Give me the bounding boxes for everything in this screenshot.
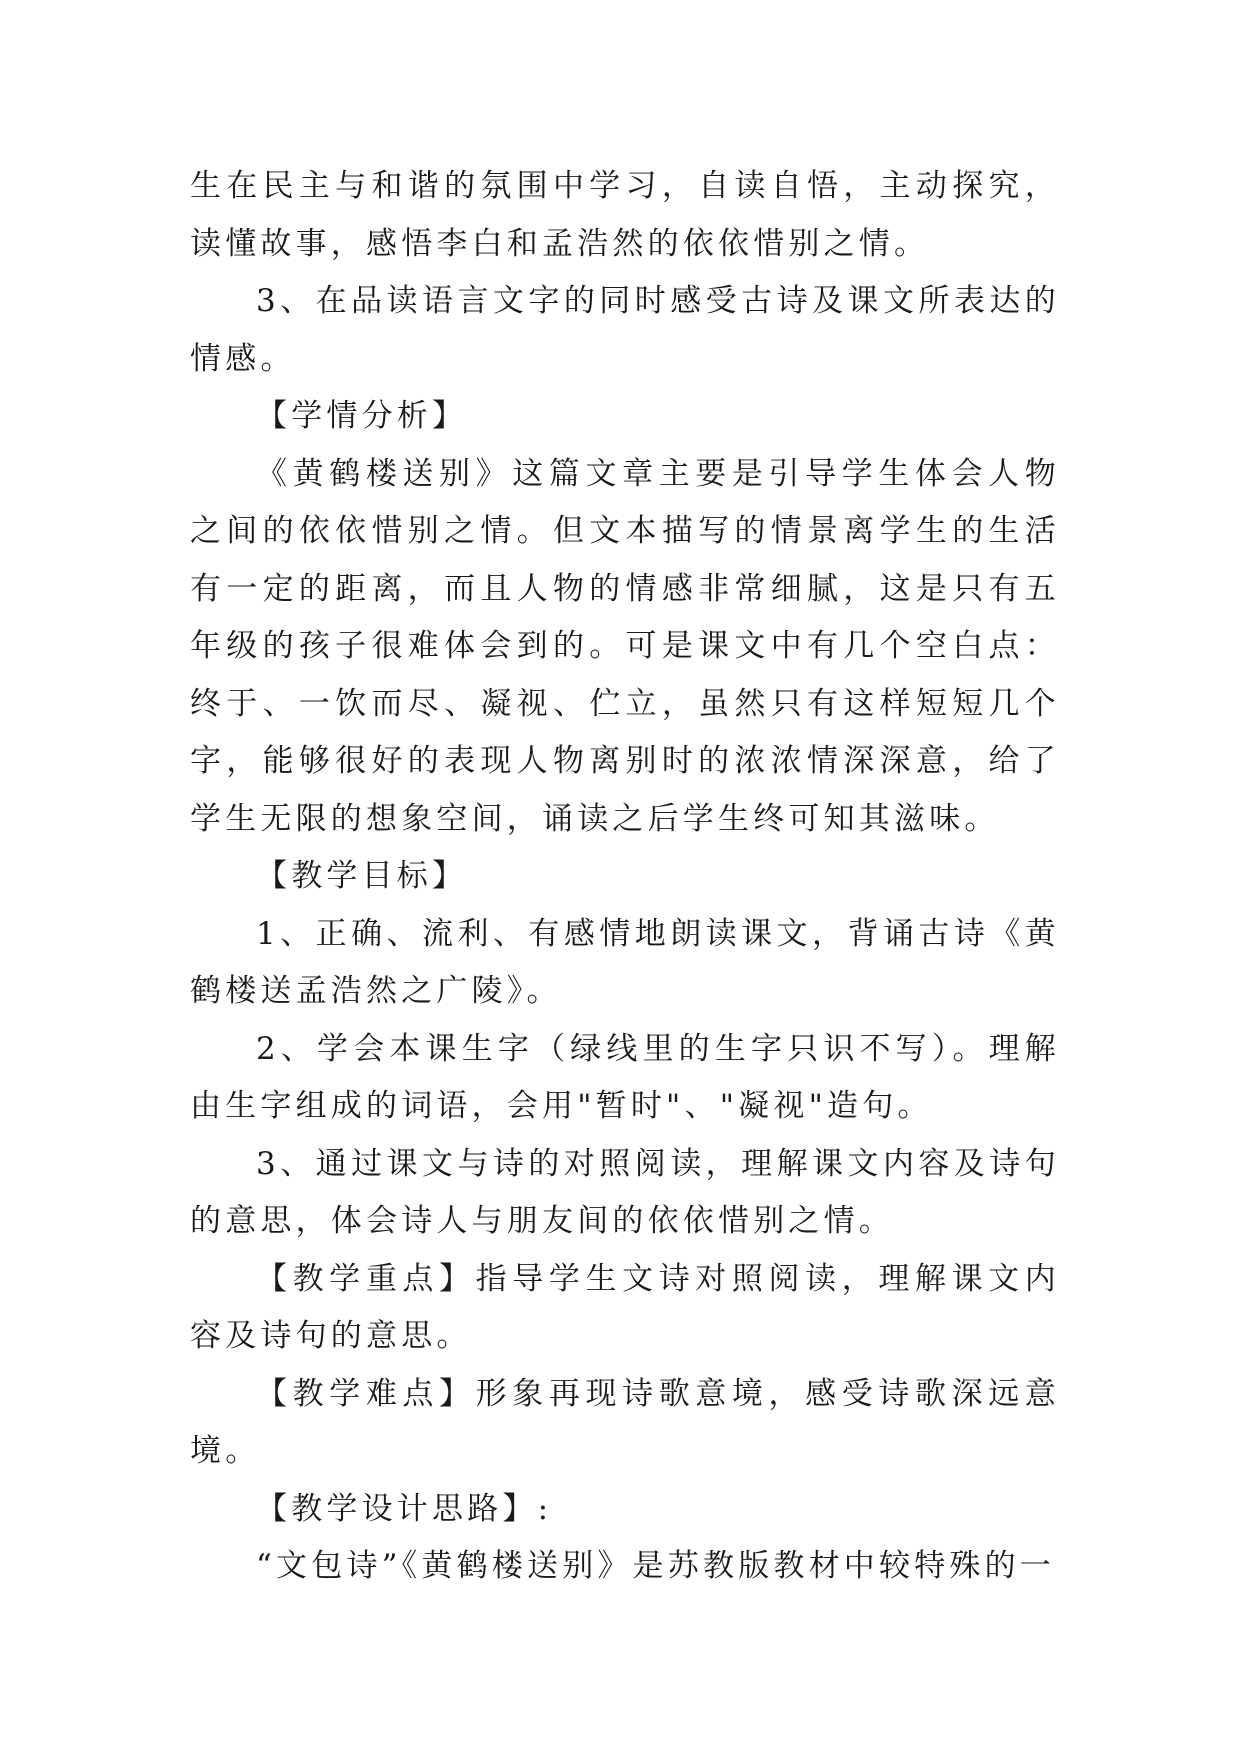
paragraph-objective-2: 2、学会本课生字（绿线里的生字只识不写）。理解由生字组成的词语，会用"暂时"、"凝视"造句。: [190, 1030, 1060, 1124]
paragraph-teaching-difficulty: 【教学难点】形象再现诗歌意境，感受诗歌深远意境。: [190, 1375, 1060, 1469]
heading-design-approach: 【教学设计思路】:: [256, 1490, 553, 1527]
paragraph-design-approach: “文包诗”《黄鹤楼送别》是苏教版教材中较特殊的一: [256, 1548, 1055, 1584]
document-body: [190, 158, 1060, 1596]
paragraph-goal-3: 3、在品读语言文字的同时感受古诗及课文所表达的情感。: [190, 283, 1060, 377]
heading-teaching-objectives: 【教学目标】: [256, 858, 468, 894]
paragraph-learning-analysis: 《黄鹤楼送别》这篇文章主要是引导学生体会人物之间的依依惜别之情。但文本描写的情景离学生的生活有一定的距离，而且人物的情感非常细腻，这是只有五年级的孩子很难体会到的。可是课文中有几个空白点：终于、一饮而尽、凝视、伫立，虽然只有这样短短几个字，能够很好的表现人物离别时的浓浓情深深意，给了学生无限的想象空间，诵读之后学生终可知其滋味。: [190, 455, 1060, 837]
paragraph-intro-continuation: 生在民主与和谐的氛围中学习，自读自悟，主动探究，读懂故事，感悟李白和孟浩然的依依惜别之情。: [190, 168, 1060, 262]
heading-learning-analysis: 【学情分析】: [256, 398, 468, 434]
paragraph-objective-1: 1、正确、流利、有感情地朗读课文，背诵古诗《黄鹤楼送孟浩然之广陵》。: [190, 915, 1060, 1009]
paragraph-teaching-focus: 【教学重点】指导学生文诗对照阅读，理解课文内容及诗句的意思。: [190, 1260, 1060, 1354]
paragraph-objective-3: 3、通过课文与诗的对照阅读，理解课文内容及诗句的意思，体会诗人与朋友间的依依惜别之情。: [190, 1145, 1060, 1239]
